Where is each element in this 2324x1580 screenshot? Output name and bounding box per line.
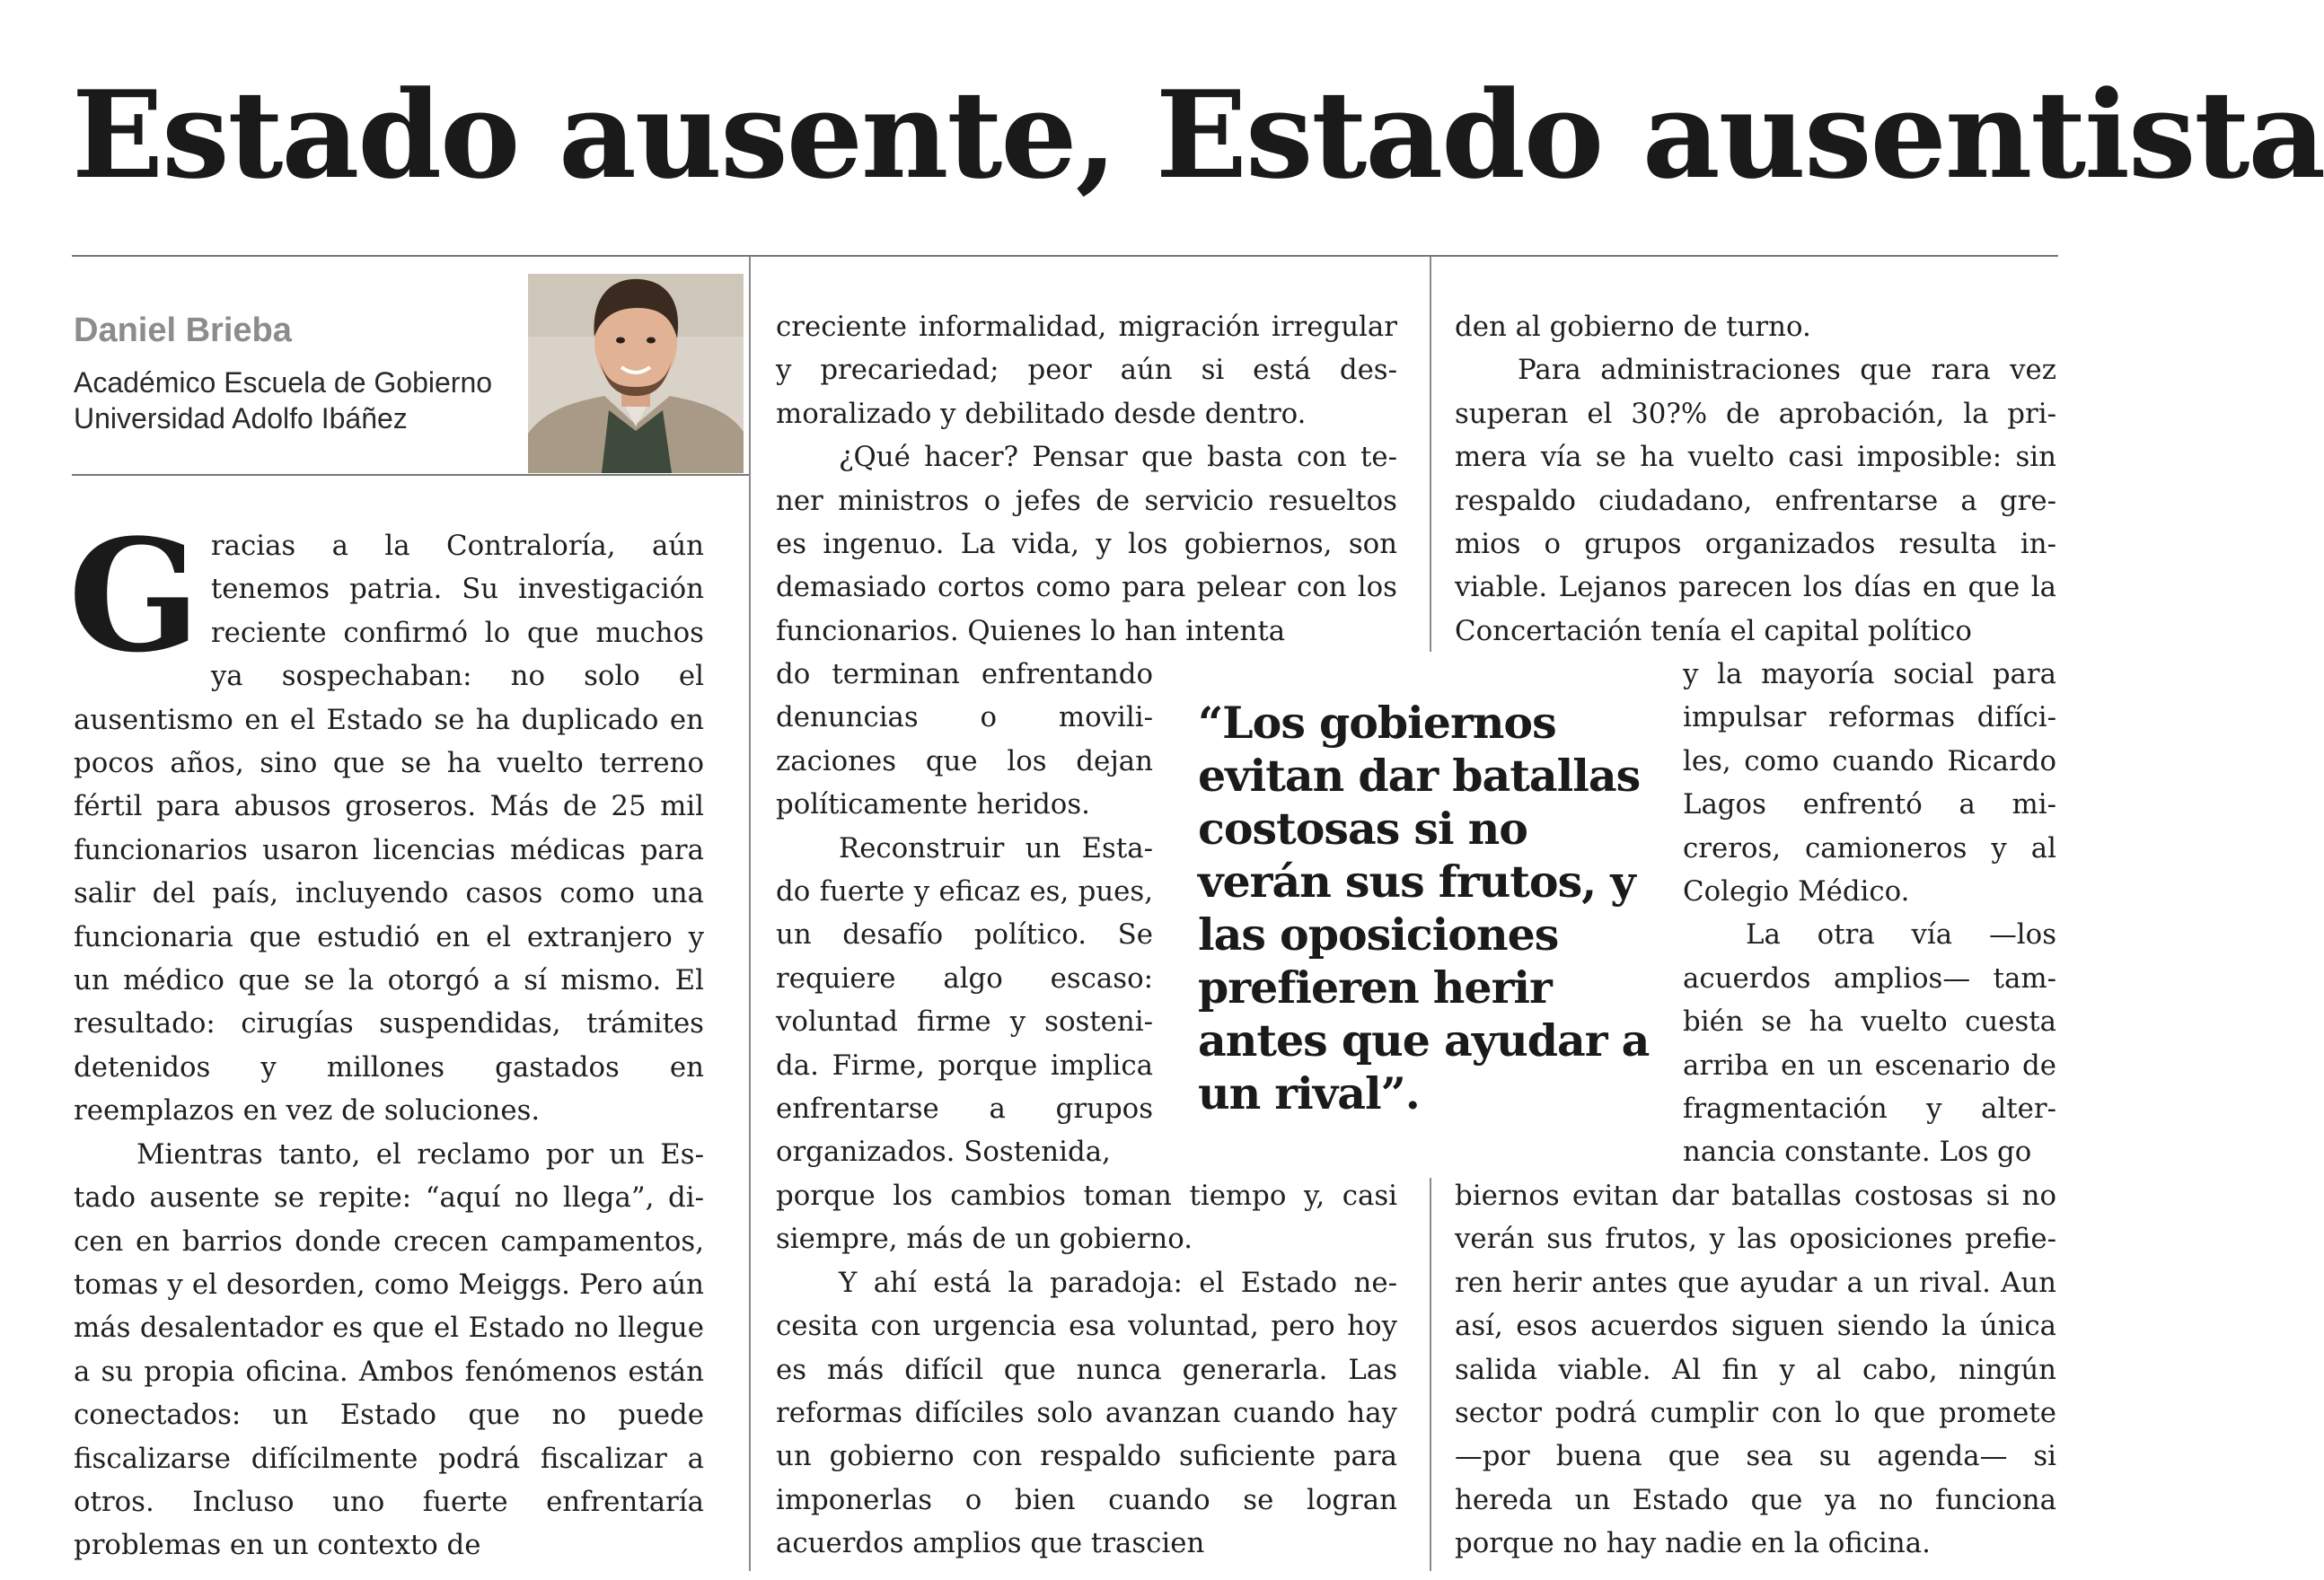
paragraph-5-start: Reconstruir un Estado fuerte y eficaz es, pues, un desafío político. Se requiere algo escaso: voluntad firme y sostenida. Firme, porque implica enfrentarse a grupos organizados. Sostenida, [776, 831, 1153, 1169]
article-column-2-bottom [776, 1174, 1397, 1566]
paragraph-8-start: La otra vía —los acuerdos amplios— también se ha vuelto cuesta arriba en un escenario de fragmentación y alternancia constante. Los go [1683, 918, 2056, 1169]
author-role-line-2: Universidad Adolfo Ibáñez [74, 402, 408, 434]
author-name: Daniel Brieba [74, 312, 292, 349]
paragraph-4-end: do terminan enfrentando denuncias o movilizaciones que los dejan políticamente heridos. [776, 658, 1153, 821]
article-column-2-middle [776, 653, 1153, 1174]
headline: Estado ausente, Estado ausentista [72, 64, 2324, 206]
paragraph-5-end: porque los cambios toman tiempo y, casi siempre, más de un gobierno. [776, 1180, 1397, 1256]
paragraph-6: Y ahí está la paradoja: el Estado necesita con urgencia esa voluntad, pero hoy es más difícil que nunca generarla. Las reformas difíciles solo avanzan cuando hay un gobierno con respaldo suficiente para imponerlas o bien cuando se logran acuerdos amplios que trascien [776, 1266, 1397, 1560]
article-column-3-top [1455, 305, 2056, 653]
author-role-line-1: Académico Escuela de Gobierno [74, 366, 493, 399]
top-rule [72, 255, 2058, 257]
paragraph-7-start: Para administraciones que rara vez superan el 30?% de aprobación, la primera vía se ha vuelto casi imposible: sin respaldo ciudadano, enfrentarse a gremios o grupos organizados resulta inviable. Lejanos parecen los días en que la Concertación tenía el capital político [1455, 354, 2056, 647]
article-column-2-top [776, 305, 1397, 653]
article-column-3-middle [1683, 653, 2056, 1174]
column-rule-2 [1430, 257, 1431, 652]
paragraph-6-end: den al gobierno de turno. [1455, 311, 1811, 343]
author-photo [528, 274, 744, 473]
pull-quote: “Los gobiernos evitan dar batallas costosas si no verán sus frutos, y las oposiciones prefieren herir antes que ayudar a un rival”. [1198, 697, 1650, 1119]
article-column-1 [68, 505, 704, 1567]
paragraph-2: Mientras tanto, el reclamo por un Estado ausente se repite: “aquí no llega”, dicen en barrios donde crecen campamentos, tomas y el desorden, como Meiggs. Pero aún más desalentador es que el Estado no llegue a su propia oficina. Ambos fenómenos están conectados: un Estado que no puede fiscalizarse difícilmente podrá fiscalizar a otros. Incluso uno fuerte enfrentaría problemas en un contexto de [74, 1137, 704, 1562]
paragraph-3: creciente informalidad, migración irregular y precariedad; peor aún si está desmoralizado y debilitado desde dentro. [776, 311, 1397, 430]
paragraph-4-start: ¿Qué hacer? Pensar que basta con tener ministros o jefes de servicio resueltos es ingenuo. La vida, y los gobiernos, son demasiado cortos como para pelear con los funcionarios. Quienes lo han intenta [776, 441, 1397, 647]
paragraph-7-end: y la mayoría social para impulsar reformas difíciles, como cuando Ricardo Lagos enfrentó a micreros, camioneros y al Colegio Médico. [1683, 658, 2056, 908]
paragraph-1-text: racias a la Contraloría, aún tenemos patria. Su investigación reciente confirmó lo que muchos ya sospechaban: no solo el ausentismo en el Estado se ha duplicado en pocos años, sino que se ha vuelto terreno fértil para abusos groseros. Más de 25 mil funcionarios usaron licencias médicas para salir del país, incluyendo casos como una funcionaria que estudió en el extranjero y un médico que se la otorgó a sí mismo. El resultado: cirugías suspendidas, trámites detenidos y millones gastados en reemplazos en vez de soluciones. [74, 530, 704, 1128]
paragraph-1 [68, 505, 704, 1133]
article-column-3-bottom [1455, 1174, 2056, 1566]
paragraph-8-end: biernos evitan dar batallas costosas si no verán sus frutos, y las oposiciones prefieren herir antes que ayudar a un rival. Aun así, esos acuerdos siguen siendo la única salida viable. Al fin y al cabo, ningún sector podrá cumplir con lo que promete —por buena que sea su agenda— si hereda un Estado que ya no funciona porque no hay nadie en la oficina. [1455, 1180, 2056, 1560]
drop-cap: G [68, 505, 200, 687]
column-rule-1 [749, 257, 751, 1571]
byline-rule [72, 474, 749, 476]
column-rule-3 [1430, 1178, 1431, 1571]
